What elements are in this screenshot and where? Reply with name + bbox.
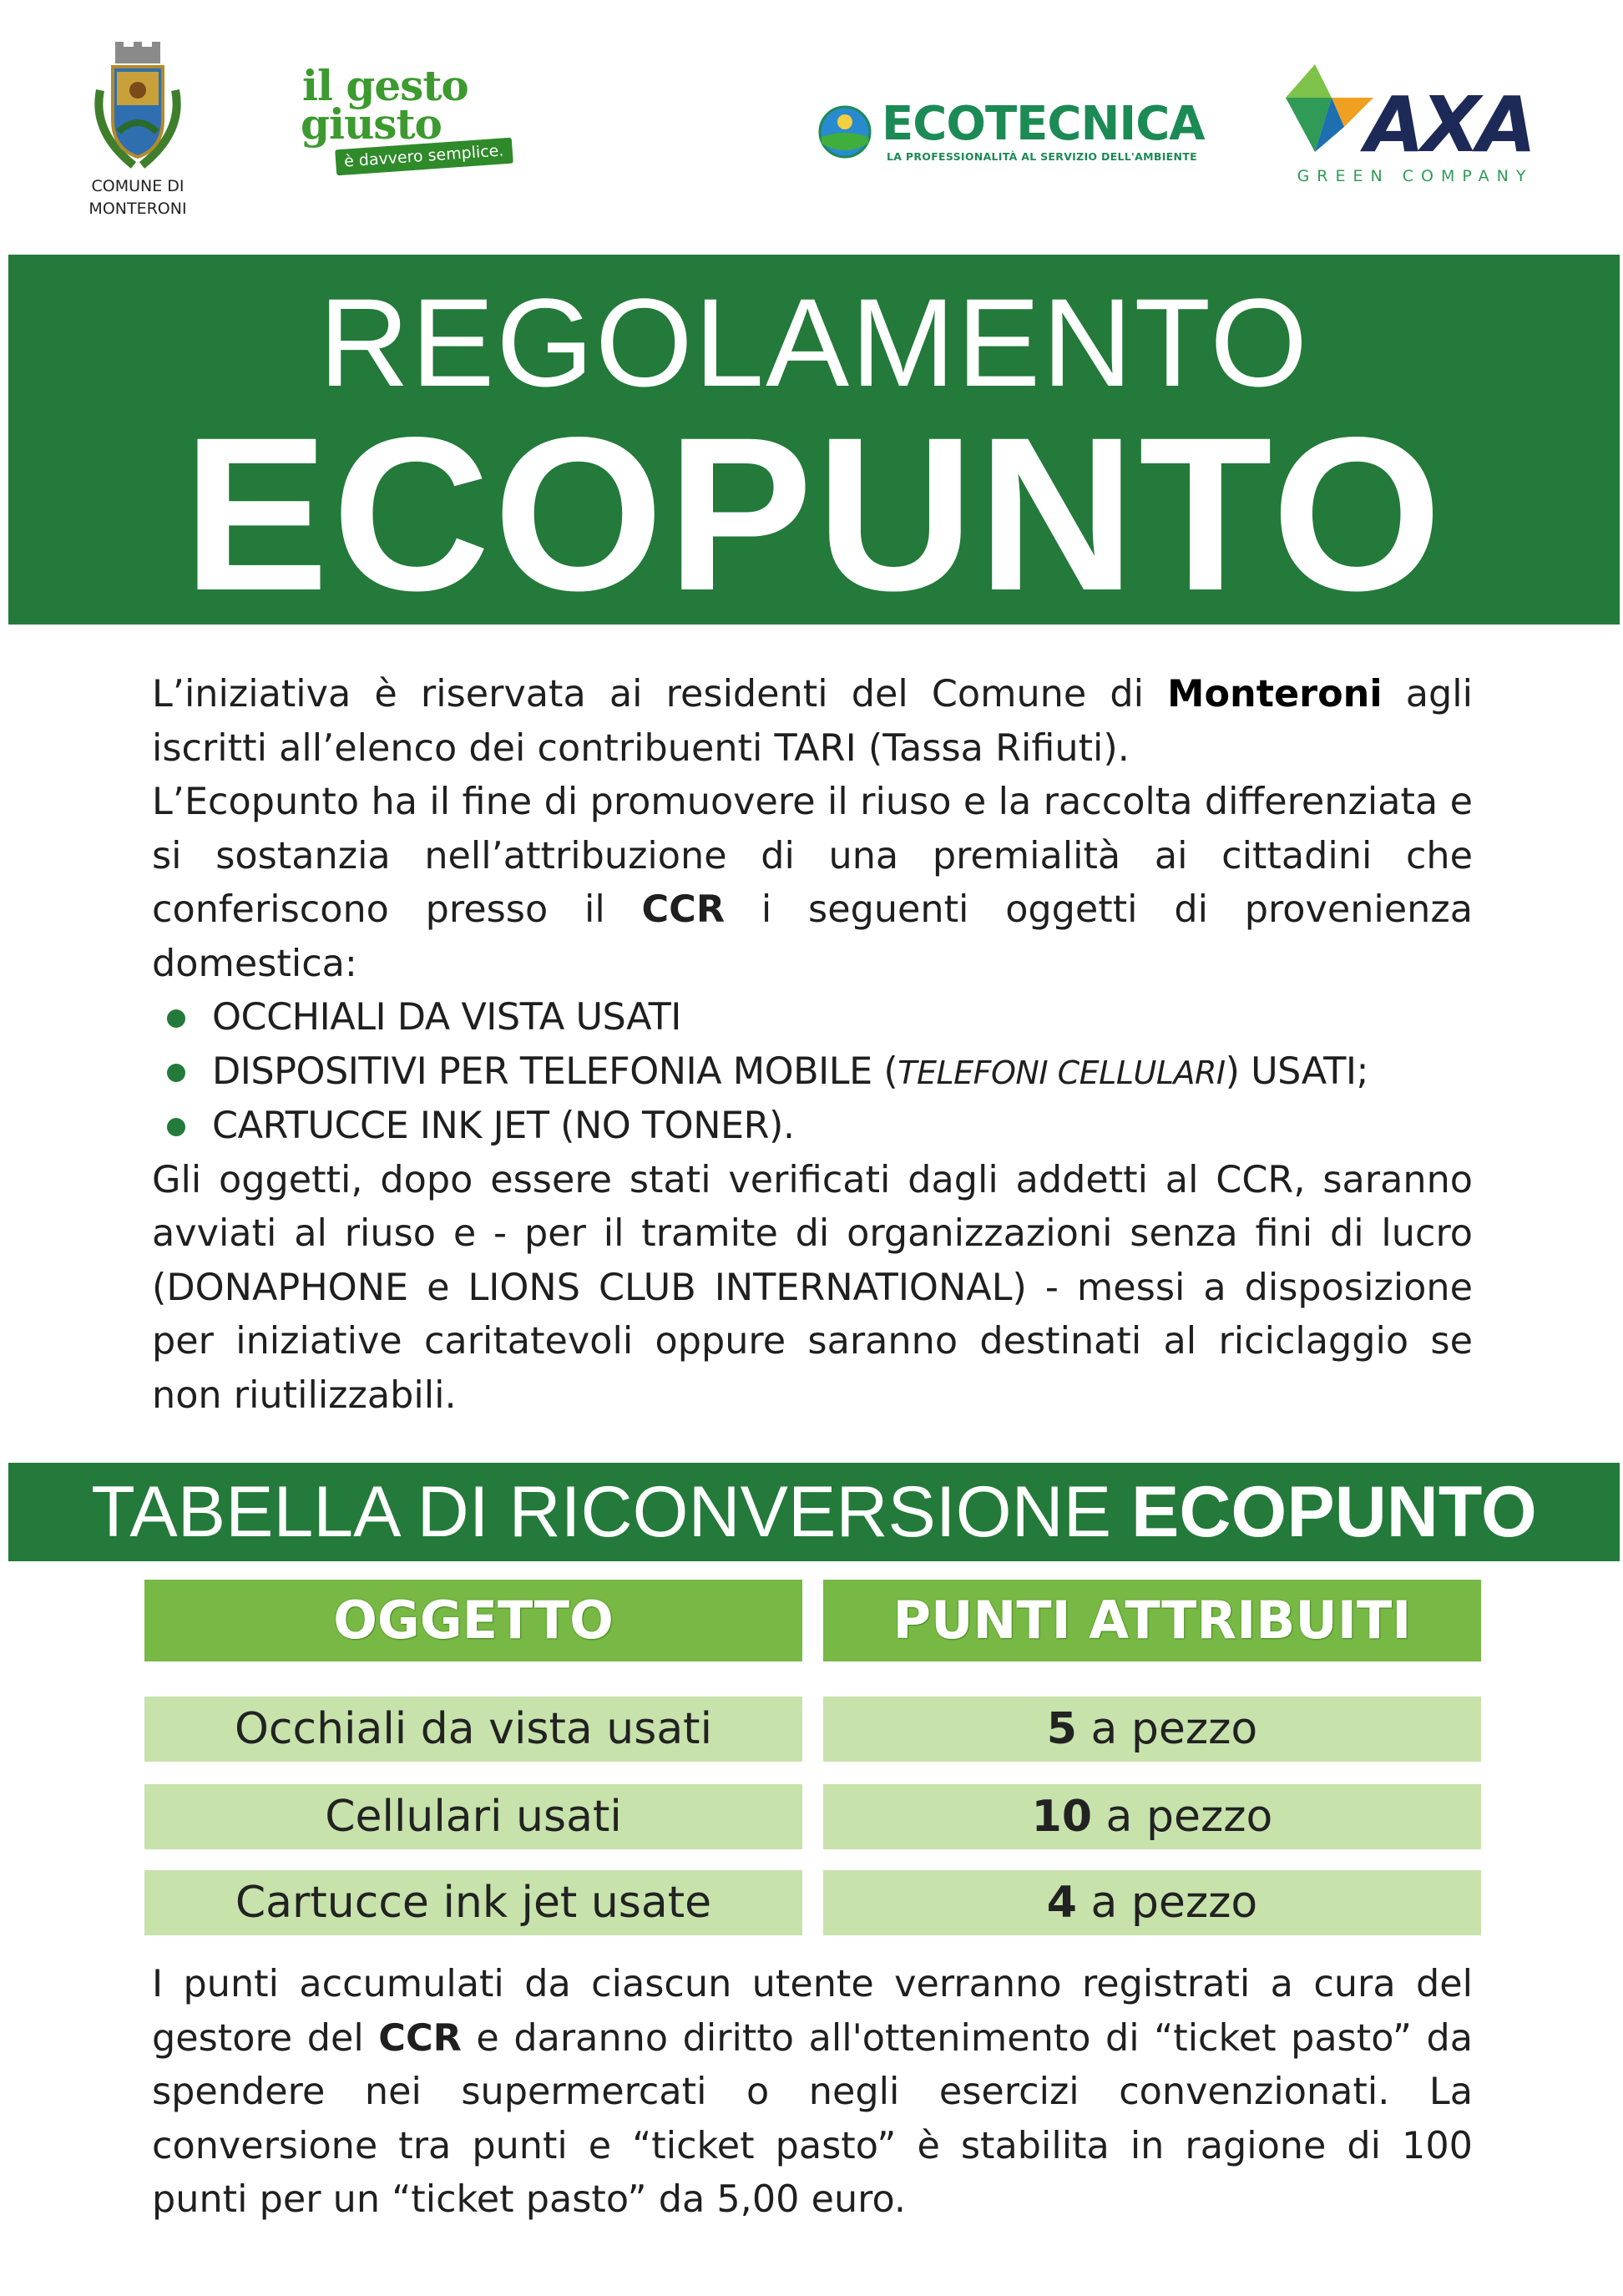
table-cell-points [823,1870,1481,1935]
ecotecnica-name: ECOTECNICA [882,97,1205,151]
title-line1: REGOLAMENTO [318,272,1310,412]
points-value: 10 [1031,1792,1093,1842]
title-banner [8,255,1620,636]
ecotecnica-logo [818,97,1205,169]
footer-paragraph [152,1958,1473,2228]
footer-text-b: e daranno diritto all'ottenimento di “ticket pasto” da spendere nei supermercati o negli esercizi convenzionati. La conversione tra punti e “ticket pasto” è stabilita in ragione di 100 punti per un “ticket pasto” da 5,00 euro. [152,2016,1473,2221]
table-cell-points [823,1784,1481,1849]
coat-of-arms-icon [83,40,192,174]
intro-p2-a: L’Ecopunto ha il fine di promuovere il riuso e la raccolta differenziata e si sostanzia nell’attribuzione di una premialità ai cittadini che conferiscono presso il [152,781,1473,931]
items-list [152,991,1473,1154]
bullet-icon [167,1064,185,1082]
points-value: 5 [1046,1704,1077,1754]
table-header-punti: PUNTI ATTRIBUITI [823,1580,1481,1661]
outro-paragraph: Gli oggetti, dopo essere stati verificati dagli addetti al CCR, saranno avviati al riuso e - per il tramite di organizzazioni senza fini di lucro (DONAPHONE e LIONS CLUB INTERNATIONAL) - messi a disposizione per iniziative caritatevoli oppure saranno destinati al riciclaggio se non riutilizzabili. [152,1158,1473,1417]
table-cell-item: Cartucce ink jet usate [144,1870,802,1935]
table-banner [8,1463,1620,1561]
intro-paragraph-1 [152,668,1473,776]
table-header-oggetto: OGGETTO [144,1580,802,1661]
list-item-text: CARTUCCE INK JET (NO TONER). [212,1105,795,1147]
ecotecnica-tagline: LA PROFESSIONALITÀ AL SERVIZIO DELL'AMBIENTE [887,150,1197,163]
axa-tagline: GREEN COMPANY [1297,167,1534,185]
axa-name: AXA [1365,80,1534,169]
regulation-text [152,668,1473,1423]
list-item [152,1100,1473,1154]
gesto-word1: il gesto [302,61,468,110]
points-unit: a pezzo [1076,1878,1258,1928]
list-item [152,991,1473,1045]
globe-icon [818,105,872,159]
title-line2: ECOPUNTO [182,392,1446,636]
table-banner-title [8,1463,1620,1561]
logo-header [0,0,1623,225]
list-item-text-end: ) USATI; [1225,1049,1369,1093]
footer-ccr-label: CCR [378,2016,462,2060]
points-unit: a pezzo [1076,1704,1258,1754]
intro-paragraph-2 [152,776,1473,991]
ccr-label: CCR [641,888,726,931]
axa-logo [1282,60,1549,194]
intro-p2-b: i seguenti oggetti di provenienza domestica: [152,888,1473,985]
bullet-icon [167,1009,185,1028]
conversion-text [152,1958,1473,2228]
gesto-tagline: è davvero semplice. [335,138,513,176]
table-cell-points [823,1697,1481,1762]
table-cell-item: Cellulari usati [144,1784,802,1849]
list-item [152,1045,1473,1100]
table-cell-item: Occhiali da vista usati [144,1697,802,1762]
intro-p1-b: agli iscritti all’elenco dei contribuenti TARI (Tassa Rifiuti). [152,673,1474,770]
comune-logo [67,40,209,220]
footer-text-a: I punti accumulati da ciascun utente verranno registrati a cura del gestore del [152,1963,1473,2060]
table-banner-bold: ECOPUNTO [1130,1472,1537,1552]
municipality-name: Monteroni [1167,673,1383,716]
gesto-word2: giusto [301,99,442,149]
points-unit: a pezzo [1092,1792,1273,1842]
table-banner-text: TABELLA DI RICONVERSIONE [91,1472,1131,1552]
list-item-text: DISPOSITIVI PER TELEFONIA MOBILE ( [212,1049,898,1093]
list-item-text: OCCHIALI DA VISTA USATI [212,996,681,1039]
list-item-italic: TELEFONI CELLULARI [897,1054,1226,1091]
gesto-giusto-logo [301,61,518,190]
bullet-icon [167,1118,185,1136]
points-value: 4 [1046,1878,1077,1928]
comune-line1: COMUNE DI [91,177,185,195]
comune-line2: MONTERONI [88,200,187,218]
intro-p1-a: L’iniziativa è riservata ai residenti del Comune di [152,673,1168,716]
